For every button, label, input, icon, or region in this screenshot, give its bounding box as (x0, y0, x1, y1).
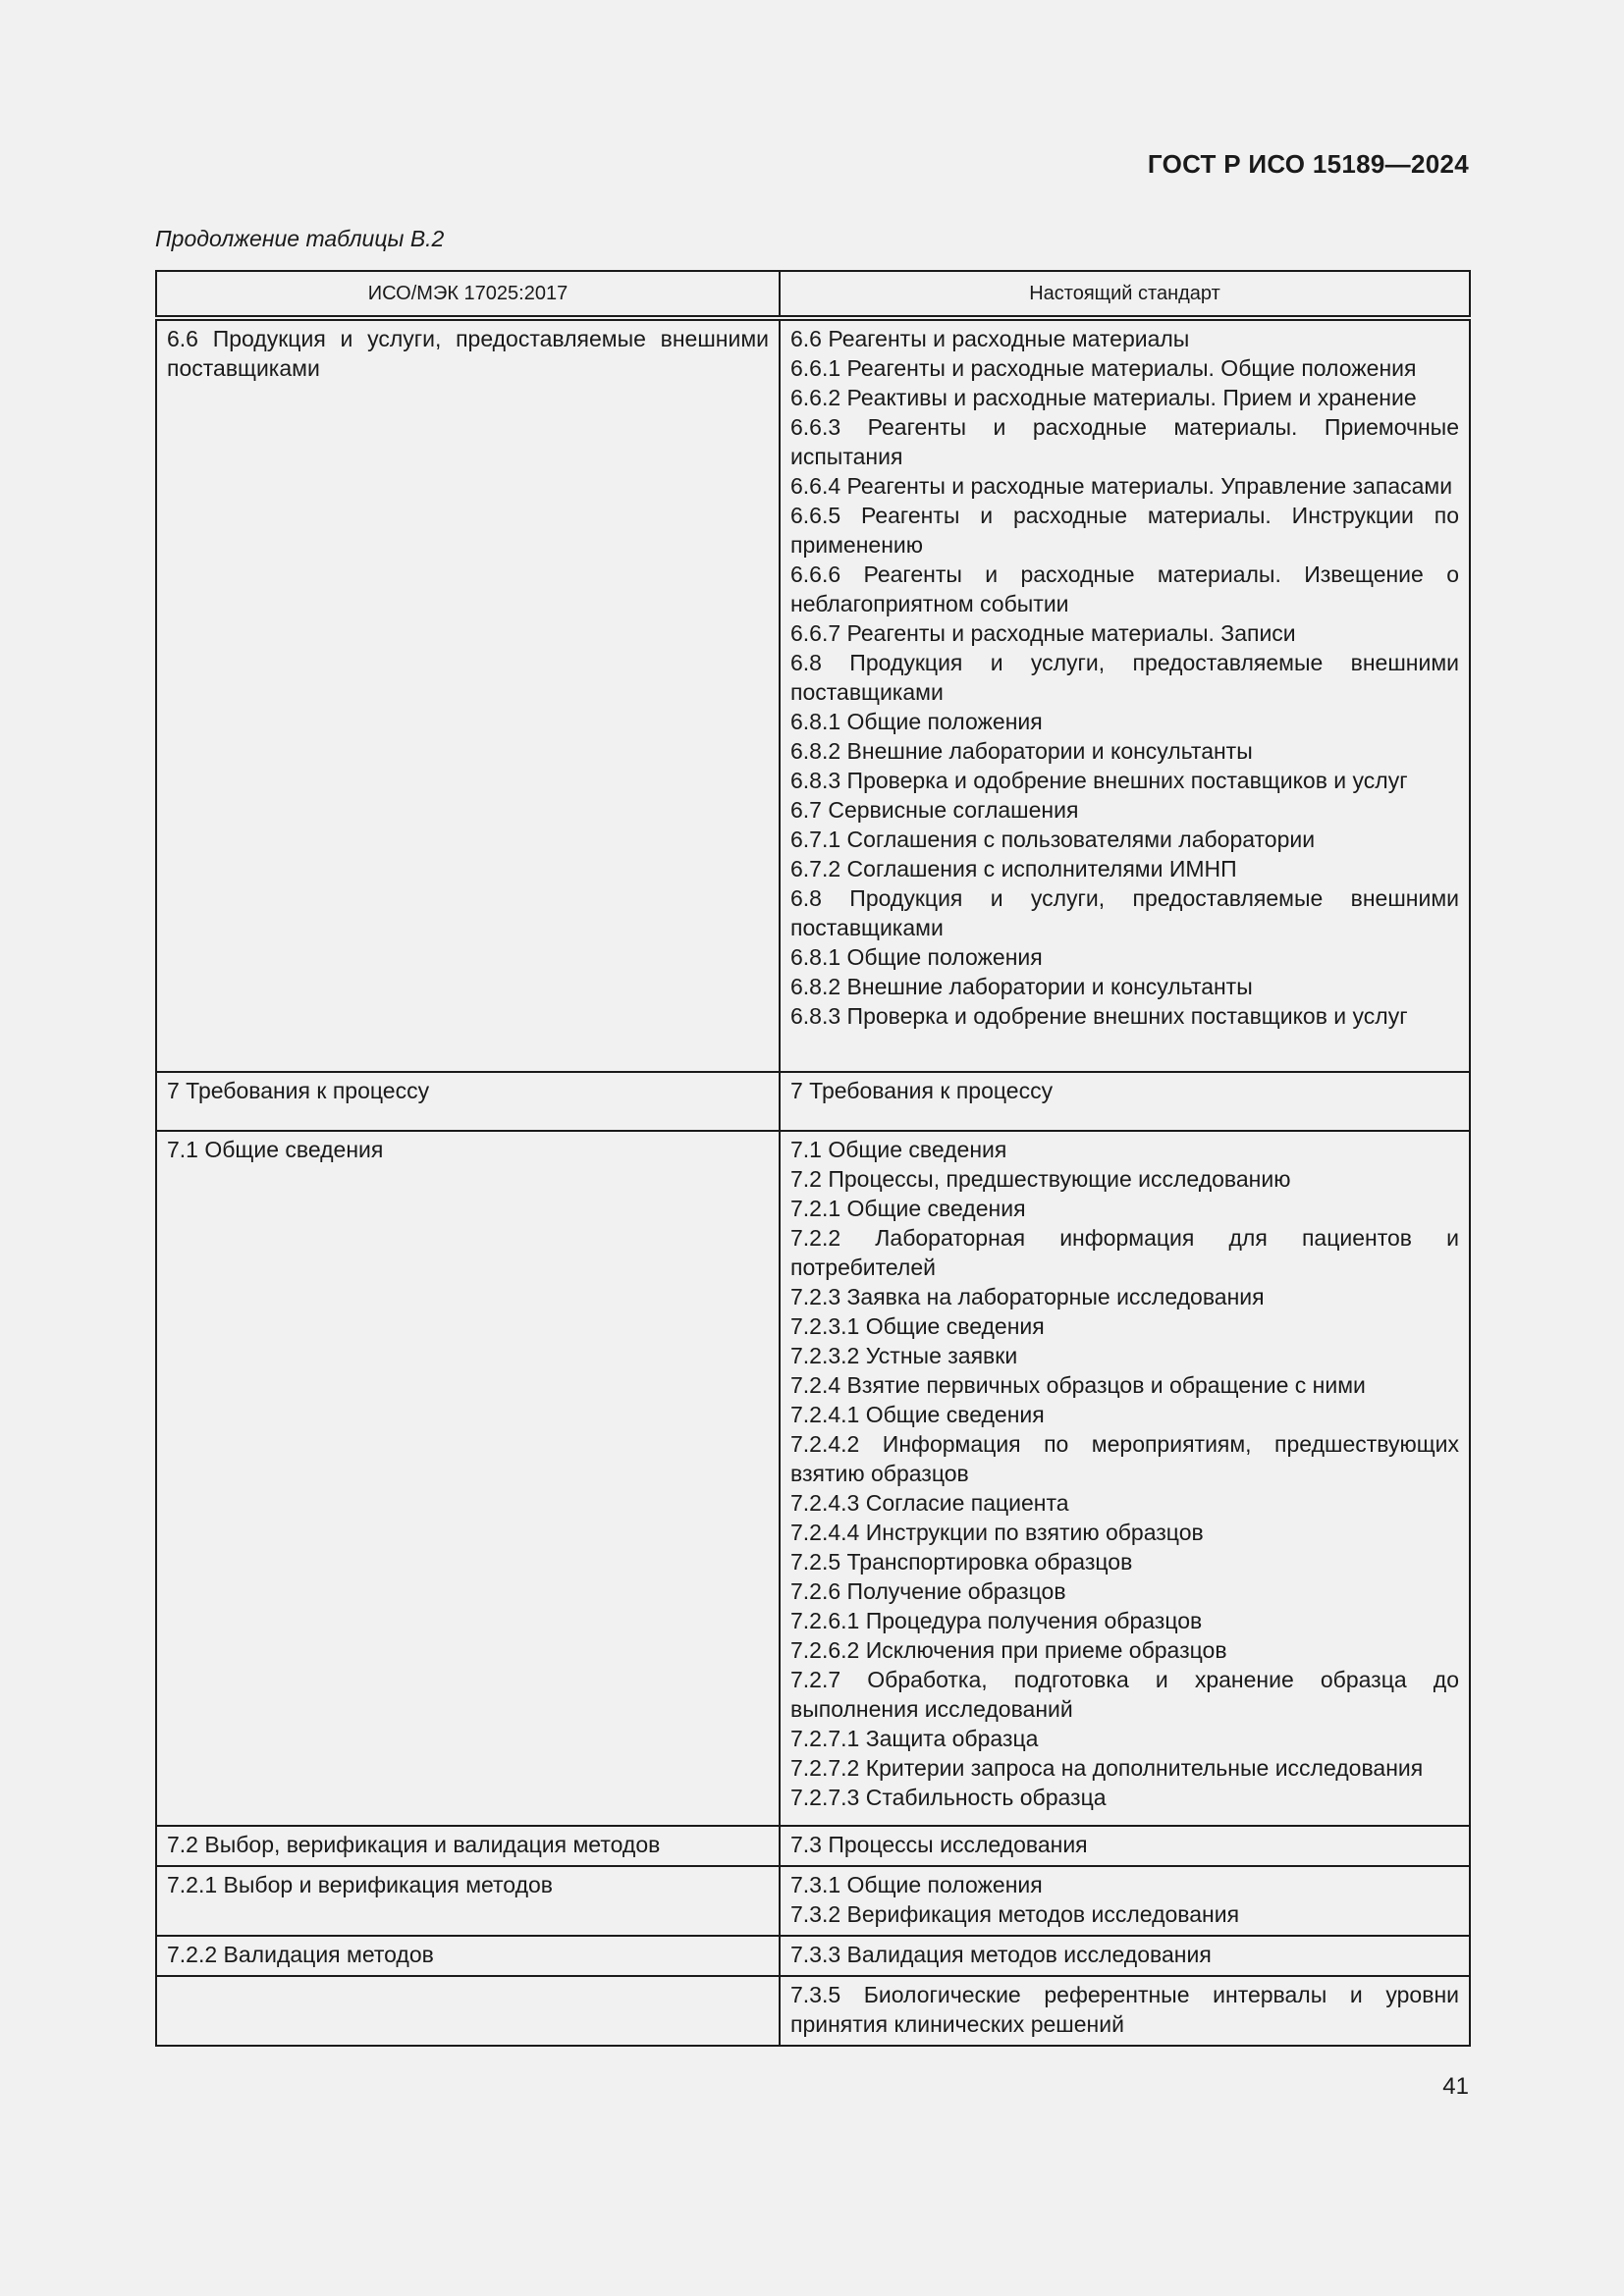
standard-clause-entry: 7.3.1 Общие положения (790, 1872, 1043, 1897)
standard-clause-entry: 6.6.5 Реагенты и расходные материалы. Инструкции по применению (790, 503, 1459, 558)
standard-clause-entry: 7.2.7 Обработка, подготовка и хранение образца до выполнения исследований (790, 1667, 1459, 1722)
standard-clause-entry: 6.8.2 Внешние лаборатории и консультанты (790, 974, 1253, 999)
standard-clause-entry: 6.8.3 Проверка и одобрение внешних поставщиков и услуг (790, 768, 1408, 793)
table-row (156, 1976, 1470, 2046)
table-row (156, 1866, 1470, 1936)
standard-clause-entry: 7.1 Общие сведения (790, 1137, 1007, 1162)
right-cell (780, 1866, 1470, 1936)
cell-text: 7.2 Выбор, верификация и валидация методов (167, 1832, 661, 1857)
standard-clause-entry: 6.6.2 Реактивы и расходные материалы. Прием и хранение (790, 385, 1417, 410)
standard-clause-entry: 7.2.3 Заявка на лабораторные исследования (790, 1284, 1265, 1309)
left-cell (156, 1936, 780, 1976)
standard-clause-entry: 7.2.4.4 Инструкции по взятию образцов (790, 1520, 1204, 1545)
right-cell (780, 1826, 1470, 1866)
table-row (156, 1936, 1470, 1976)
column-header-this-standard: Настоящий стандарт (780, 271, 1470, 318)
standard-clause-entry: 6.8 Продукция и услуги, предоставляемые внешними поставщиками (790, 650, 1459, 705)
table-row (156, 1072, 1470, 1131)
standard-clause-entry: 6.6.1 Реагенты и расходные материалы. Общие положения (790, 355, 1417, 381)
standard-clause-entry: 6.7.2 Соглашения с исполнителями ИМНП (790, 856, 1237, 881)
standard-clause-entry: 6.8.1 Общие положения (790, 709, 1043, 734)
standard-clause-entry: 7 Требования к процессу (790, 1078, 1054, 1103)
table-row (156, 318, 1470, 1072)
standard-clause-entry: 7.2.6 Получение образцов (790, 1578, 1066, 1604)
standard-clause-entry: 7.3 Процессы исследования (790, 1832, 1088, 1857)
left-cell (156, 318, 780, 1072)
standard-clause-entry: 6.8.3 Проверка и одобрение внешних поставщиков и услуг (790, 1003, 1408, 1029)
table-row (156, 1826, 1470, 1866)
standard-clause-entry: 6.6.6 Реагенты и расходные материалы. Извещение о неблагоприятном событии (790, 561, 1459, 616)
standard-clause-entry: 7.2.4.2 Информация по мероприятиям, предшествующих взятию образцов (790, 1431, 1459, 1486)
cell-text: 7 Требования к процессу (167, 1078, 430, 1103)
standard-clause-entry: 7.2.4.3 Согласие пациента (790, 1490, 1069, 1516)
left-cell (156, 1826, 780, 1866)
standard-clause-entry: 6.8.1 Общие положения (790, 944, 1043, 970)
standard-clause-entry: 6.7.1 Соглашения с пользователями лаборатории (790, 827, 1316, 852)
table-row (156, 1131, 1470, 1826)
left-cell (156, 1131, 780, 1826)
cell-text: 7.2.2 Валидация методов (167, 1942, 434, 1967)
standard-clause-entry: 7.2 Процессы, предшествующие исследованию (790, 1166, 1291, 1192)
right-cell (780, 1936, 1470, 1976)
standard-clause-entry: 6.8.2 Внешние лаборатории и консультанты (790, 738, 1253, 764)
left-cell (156, 1072, 780, 1131)
right-cell (780, 1976, 1470, 2046)
document-id: ГОСТ Р ИСО 15189—2024 (1147, 149, 1469, 179)
standard-clause-entry: 7.2.4.1 Общие сведения (790, 1402, 1045, 1427)
standard-clause-entry: 7.2.7.1 Защита образца (790, 1726, 1039, 1751)
cell-text: 7.2.1 Выбор и верификация методов (167, 1872, 554, 1897)
cell-text: 7.1 Общие сведения (167, 1137, 384, 1162)
standard-clause-entry: 7.2.7.2 Критерии запроса на дополнительные исследования (790, 1755, 1424, 1781)
standard-clause-entry: 6.6.7 Реагенты и расходные материалы. Записи (790, 620, 1296, 646)
standard-clause-entry: 6.6.3 Реагенты и расходные материалы. Приемочные испытания (790, 414, 1459, 469)
standard-clause-entry: 7.2.4 Взятие первичных образцов и обращение с ними (790, 1372, 1366, 1398)
standard-clause-entry: 6.6.4 Реагенты и расходные материалы. Управление запасами (790, 473, 1453, 499)
correspondence-table (155, 270, 1471, 2047)
standard-clause-entry: 7.2.3.1 Общие сведения (790, 1313, 1045, 1339)
column-header-iso-iec: ИСО/МЭК 17025:2017 (156, 271, 780, 318)
standard-clause-entry: 7.3.3 Валидация методов исследования (790, 1942, 1212, 1967)
standard-clause-entry: 7.2.7.3 Стабильность образца (790, 1785, 1107, 1810)
table-header-row (156, 271, 1470, 318)
left-cell (156, 1976, 780, 2046)
left-cell (156, 1866, 780, 1936)
standard-clause-entry: 7.3.5 Биологические референтные интервалы и уровни принятия клинических решений (790, 1982, 1459, 2037)
standard-clause-entry: 6.7 Сервисные соглашения (790, 797, 1079, 823)
table-caption: Продолжение таблицы В.2 (155, 226, 445, 251)
standard-clause-entry: 7.2.1 Общие сведения (790, 1196, 1026, 1221)
cell-text: 6.6 Продукция и услуги, предоставляемые внешними поставщиками (167, 326, 769, 381)
right-cell (780, 1072, 1470, 1131)
standard-clause-entry: 6.8 Продукция и услуги, предоставляемые внешними поставщиками (790, 885, 1459, 940)
page-number: 41 (1442, 2073, 1469, 2100)
right-cell (780, 1131, 1470, 1826)
right-cell (780, 318, 1470, 1072)
standard-clause-entry: 7.2.6.1 Процедура получения образцов (790, 1608, 1203, 1633)
standard-clause-entry: 7.2.5 Транспортировка образцов (790, 1549, 1133, 1575)
standard-clause-entry: 7.2.2 Лабораторная информация для пациентов и потребителей (790, 1225, 1459, 1280)
standard-clause-entry: 7.2.6.2 Исключения при приеме образцов (790, 1637, 1227, 1663)
standard-clause-entry: 7.2.3.2 Устные заявки (790, 1343, 1018, 1368)
standard-clause-entry: 7.3.2 Верификация методов исследования (790, 1901, 1240, 1927)
standard-clause-entry: 6.6 Реагенты и расходные материалы (790, 326, 1190, 351)
